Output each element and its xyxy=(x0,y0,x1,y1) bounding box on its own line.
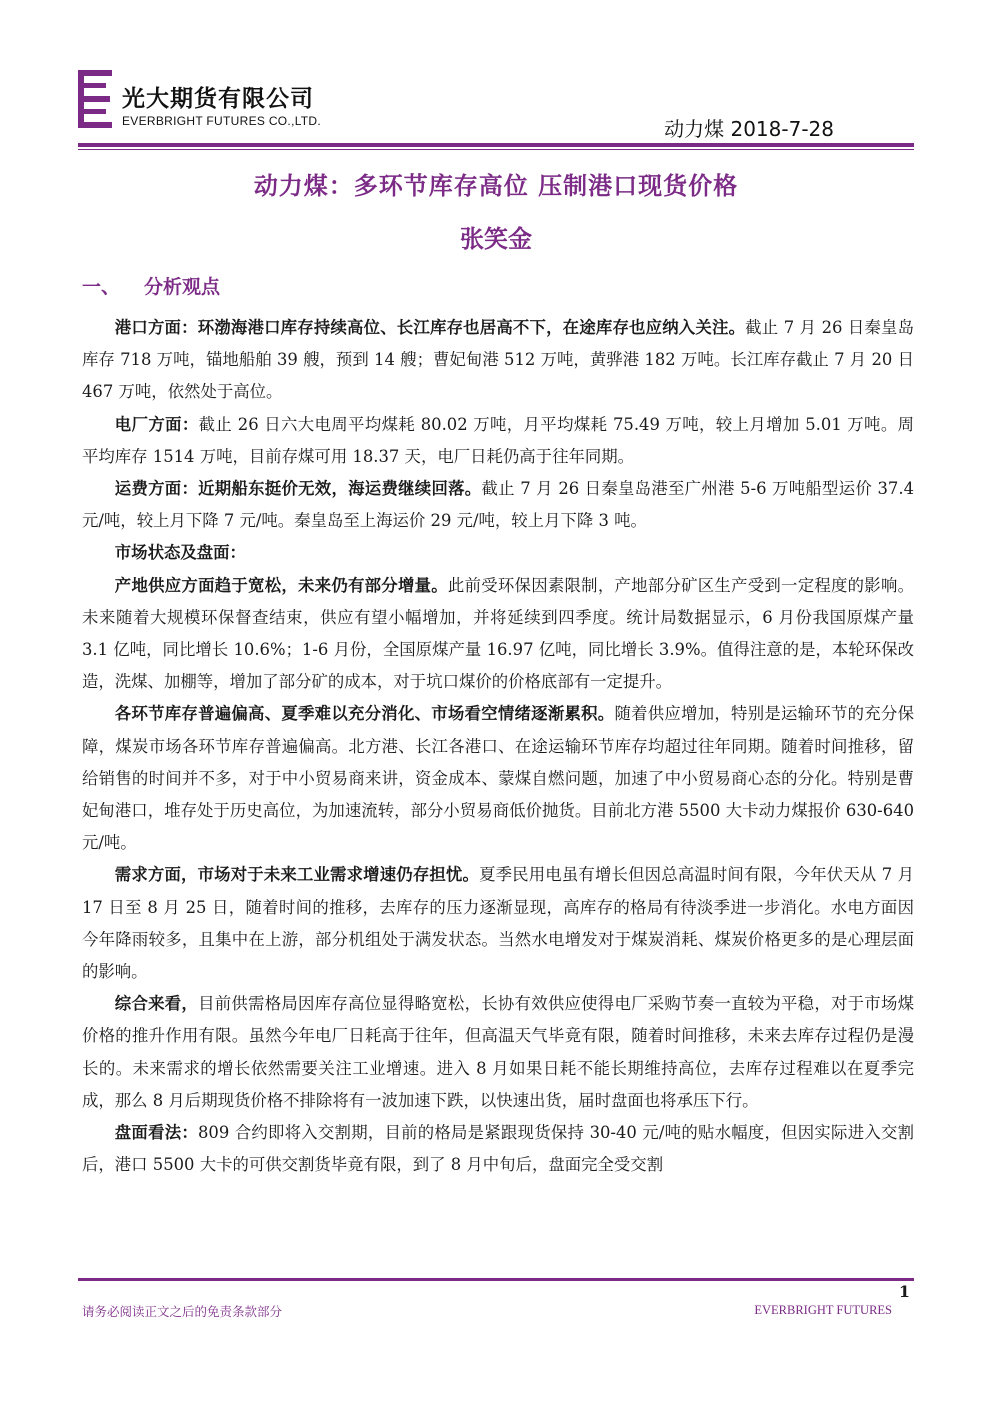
paragraph-market-status xyxy=(82,537,914,569)
paragraph-text: 截止 26 日六大电周平均煤耗 80.02 万吨，月平均煤耗 75.49 万吨，较上月增加 5.01 万吨。周平均库存 1514 万吨，目前存煤可用 18.37 天，电厂日耗仍高于往年同期。 xyxy=(82,414,914,466)
paragraph-futures-view xyxy=(82,1117,914,1181)
paragraph-text: 809 合约即将入交割期，目前的格局是紧跟现货保持 30-40 元/吨的贴水幅度，但因实际进入交割后，港口 5500 大卡的可供交割货毕竟有限，到了 8 月中旬后，盘面完全受交割 xyxy=(82,1123,914,1175)
company-logo xyxy=(78,70,378,130)
company-name-cn: 光大期货有限公司 xyxy=(122,86,314,112)
paragraph-lead: 港口方面：环渤海港口库存持续高位、长江库存也居高不下，在途库存也应纳入关注。 xyxy=(114,318,746,337)
report-tag: 动力煤 2018-7-28 xyxy=(664,117,834,141)
paragraph-demand xyxy=(82,859,914,988)
disclaimer-link: 请务必阅读正文之后的免责条款部分 xyxy=(82,1304,283,1319)
section-number: 一、 xyxy=(82,276,121,298)
section-label: 分析观点 xyxy=(144,276,221,298)
page-number: 1 xyxy=(898,1282,910,1301)
company-name-en: EVERBRIGHT FUTURES CO.,LTD. xyxy=(122,114,322,128)
paragraph-summary xyxy=(82,988,914,1117)
footer-divider xyxy=(78,1278,914,1281)
paragraph-text: 夏季民用电虽有增长但因总高温时间有限，今年伏天从 7 月 17 日至 8 月 25 日，随着时间的推移，去库存的压力逐渐显现，高库存的格局有待淡季进一步消化。水电方面因今年降雨较多，且集中在上游，部分机组处于满发状态。当然水电增发对于煤炭消耗、煤炭价格更多的是心理层面的影响。 xyxy=(82,865,915,982)
header-divider xyxy=(78,143,914,147)
paragraph-text: 此前受环保因素限制，产地部分矿区生产受到一定程度的影响。未来随着大规模环保督查结束，供应有望小幅增加，并将延续到四季度。统计局数据显示，6 月份我国原煤产量 3.1 亿吨，同比增长 10.6%；1-6 月份，全国原煤产量 16.97 亿吨，同比增长 3.9%。值得注意的是，本轮环保改造，洗煤、加棚等，增加了部分矿的成本，对于坑口煤价的价格底部有一定提升。 xyxy=(82,575,915,692)
logo-e-icon xyxy=(78,70,114,128)
paragraph-lead: 各环节库存普遍偏高、夏季难以充分消化、市场看空情绪逐渐累积。 xyxy=(114,704,615,724)
paragraph-lead: 市场状态及盘面： xyxy=(114,543,246,563)
section-heading xyxy=(82,272,220,299)
header-divider-thin xyxy=(78,149,914,150)
paragraph-lead: 综合来看， xyxy=(114,994,199,1014)
paragraph-lead: 运费方面：近期船东挺价无效，海运费继续回落。 xyxy=(114,479,482,499)
paragraph-lead: 电厂方面： xyxy=(114,414,199,434)
paragraph-text: 截止 7 月 26 日秦皇岛港至广州港 5-6 万吨船型运价 37.4 元/吨，较上月下降 7 元/吨。秦皇岛至上海运价 29 元/吨，较上月下降 3 吨。 xyxy=(82,479,915,531)
report-body xyxy=(82,312,914,1181)
paragraph-text: 随着供应增加，特别是运输环节的充分保障，煤炭市场各环节库存普遍偏高。北方港、长江各港口、在途运输环节库存均超过往年同期。随着时间推移，留给销售的时间并不多，对于中小贸易商来讲，资金成本、蒙煤自燃问题，加速了中小贸易商心态的分化。特别是曹妃甸港口，堆存处于历史高位，为加速流转，部分小贸易商低价抛货。目前北方港 5500 大卡动力煤报价 630-640 元/吨。 xyxy=(82,704,915,853)
paragraph-text: 截止 7 月 26 日秦皇岛库存 718 万吨，锚地船舶 39 艘，预到 14 艘；曹妃甸港 512 万吨，黄骅港 182 万吨。长江库存截止 7 月 20 日 467 万吨，依然处于高位。 xyxy=(82,318,915,402)
paragraph-lead: 需求方面，市场对于未来工业需求增速仍存担忧。 xyxy=(114,865,480,885)
paragraph-text: 目前供需格局因库存高位显得略宽松，长协有效供应使得电厂采购节奏一直较为平稳，对于市场煤价格的推升作用有限。虽然今年电厂日耗高于往年，但高温天气毕竟有限，随着时间推移，未来去库存过程仍是漫长的。未来需求的增长依然需要关注工业增速。进入 8 月如果日耗不能长期维持高位，去库存过程难以在夏季完成，那么 8 月后期现货价格不排除将有一波加速下跌，以快速出货，届时盘面也将承压下行。 xyxy=(82,994,915,1110)
paragraph-supply xyxy=(82,570,914,699)
report-title: 动力煤：多环节库存高位 压制港口现货价格 xyxy=(253,172,739,200)
paragraph-lead: 产地供应方面趋于宽松，未来仍有部分增量。 xyxy=(114,575,448,595)
paragraph-lead: 盘面看法： xyxy=(114,1123,198,1143)
paragraph-power-plant xyxy=(82,409,914,473)
report-author: 张笑金 xyxy=(460,225,532,253)
paragraph-port xyxy=(82,312,914,409)
footer-brand: EVERBRIGHT FUTURES xyxy=(754,1303,892,1317)
paragraph-freight xyxy=(82,473,914,537)
paragraph-inventory xyxy=(82,698,914,859)
